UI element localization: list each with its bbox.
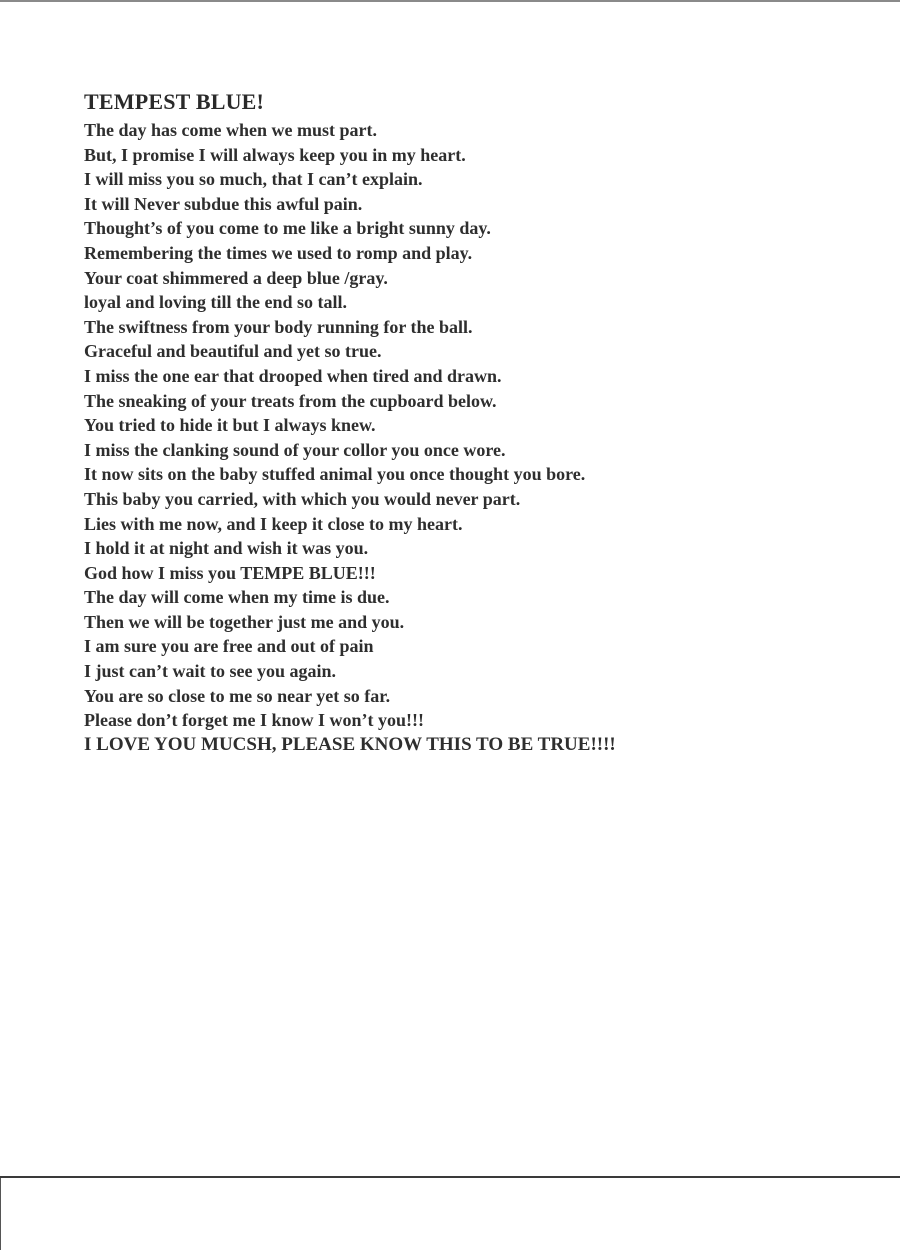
poem-line: I am sure you are free and out of pain bbox=[84, 636, 374, 657]
poem-line: loyal and loving till the end so tall. bbox=[84, 292, 348, 313]
poem-line: You are so close to me so near yet so far. bbox=[84, 685, 391, 706]
poem-line: God how I miss you TEMPE BLUE!!! bbox=[84, 562, 376, 583]
poem-line: I will miss you so much, that I can’t explain. bbox=[84, 169, 423, 190]
poem-line: The swiftness from your body running for the ball. bbox=[84, 316, 473, 337]
poem-line: Then we will be together just me and you. bbox=[84, 611, 405, 632]
poem bbox=[84, 88, 844, 757]
poem-line: But, I promise I will always keep you in my heart. bbox=[84, 144, 466, 165]
poem-line: I hold it at night and wish it was you. bbox=[84, 538, 369, 559]
scan-bottom-margin bbox=[0, 1178, 900, 1250]
poem-line: It will Never subdue this awful pain. bbox=[84, 193, 363, 214]
scan-left-edge bbox=[0, 1178, 1, 1250]
poem-line: It now sits on the baby stuffed animal you once thought you bore. bbox=[84, 464, 586, 485]
poem-line: This baby you carried, with which you would never part. bbox=[84, 488, 521, 509]
poem-line: Graceful and beautiful and yet so true. bbox=[84, 341, 382, 362]
poem-line: The day will come when my time is due. bbox=[84, 587, 390, 608]
poem-line: The day has come when we must part. bbox=[84, 120, 378, 140]
scan-top-edge bbox=[0, 0, 900, 2]
poem-line: I miss the one ear that drooped when tired and drawn. bbox=[84, 365, 502, 386]
poem-title: TEMPEST BLUE! bbox=[84, 89, 265, 114]
poem-line: I just can’t wait to see you again. bbox=[84, 661, 336, 682]
poem-line: Remembering the times we used to romp and play. bbox=[84, 242, 473, 263]
poem-line: Please don’t forget me I know I won’t you!!! bbox=[84, 710, 424, 731]
poem-closing-line: I LOVE YOU MUCSH, PLEASE KNOW THIS TO BE TRUE!!!! bbox=[84, 733, 616, 755]
poem-line: Your coat shimmered a deep blue /gray. bbox=[84, 267, 388, 288]
poem-lines bbox=[84, 118, 844, 757]
poem-line: You tried to hide it but I always knew. bbox=[84, 415, 376, 436]
poem-line: Lies with me now, and I keep it close to my heart. bbox=[84, 513, 463, 534]
poem-line: I miss the clanking sound of your collor you once wore. bbox=[84, 439, 506, 460]
poem-line: Thought’s of you come to me like a bright sunny day. bbox=[84, 218, 491, 239]
poem-line: The sneaking of your treats from the cupboard below. bbox=[84, 390, 497, 411]
